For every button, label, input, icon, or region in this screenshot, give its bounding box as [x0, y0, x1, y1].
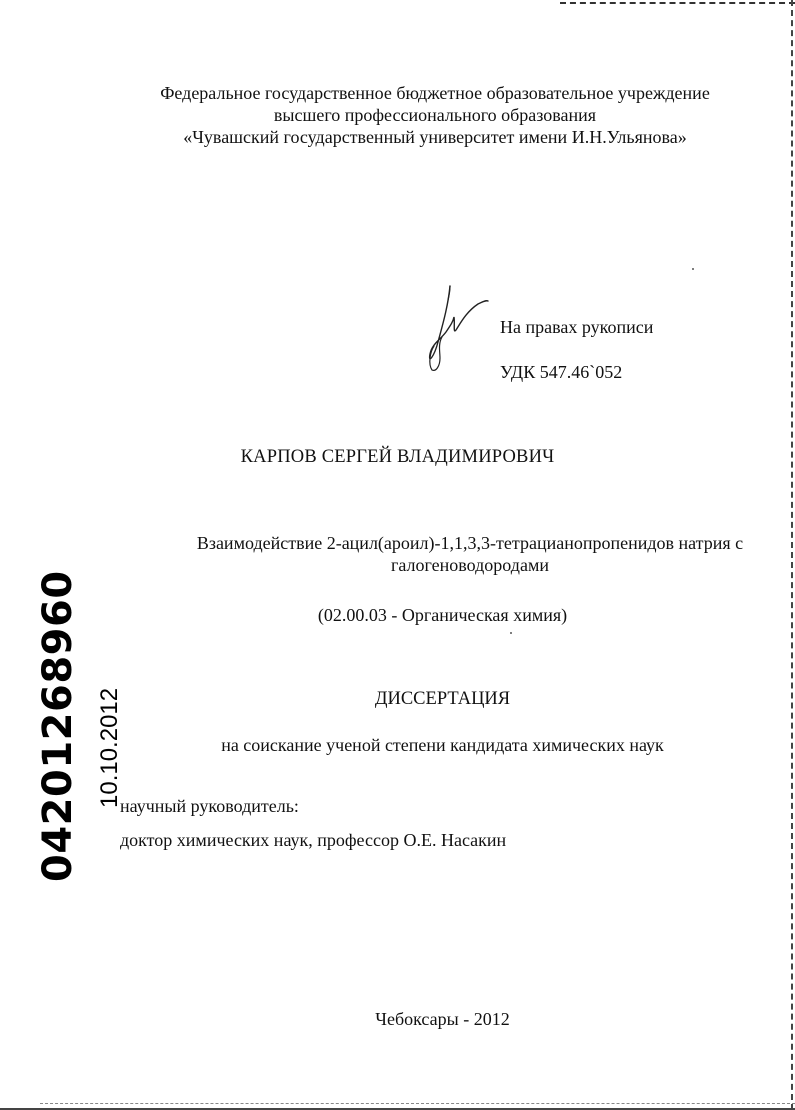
header-line-3: «Чувашский государственный университет имени И.Н.Ульянова»	[183, 127, 687, 147]
header-line-1: Федеральное государственное бюджетное образовательное учреждение	[160, 83, 710, 103]
specialty: (02.00.03 - Органическая химия)	[317, 605, 568, 625]
manuscript-rights: На правах рукописи	[500, 317, 654, 337]
title-line-1: Взаимодействие 2-ацил(ароил)-1,1,3,3-тетрацианопропенидов натрия с	[196, 533, 744, 553]
title-line-2: галогеноводородами	[391, 555, 549, 575]
supervisor-label: научный руководитель:	[120, 796, 299, 816]
degree-line: на соискание ученой степени кандидата химических наук	[221, 735, 664, 755]
stamp-date: 10.10.2012	[96, 687, 123, 808]
udc-code: УДК 547.46`052	[500, 362, 623, 382]
scan-border-top	[0, 0, 795, 8]
author-name: КАРПОВ СЕРГЕЙ ВЛАДИМИРОВИЧ	[240, 447, 555, 467]
stamp-number: 04201268960	[35, 570, 81, 882]
scan-speck	[692, 268, 694, 270]
institution-header	[20, 82, 795, 148]
dissertation-title	[40, 532, 795, 576]
header-line-2: высшего профессионального образования	[273, 105, 597, 125]
document-type: ДИССЕРТАЦИЯ	[374, 689, 511, 709]
scan-speck	[510, 632, 512, 634]
scan-border-bottom	[0, 1100, 795, 1110]
library-stamp	[20, 570, 123, 890]
supervisor-name: доктор химических наук, профессор О.Е. Насакин	[120, 830, 507, 850]
signature-icon	[420, 282, 500, 377]
city-year: Чебоксары - 2012	[375, 1009, 510, 1029]
